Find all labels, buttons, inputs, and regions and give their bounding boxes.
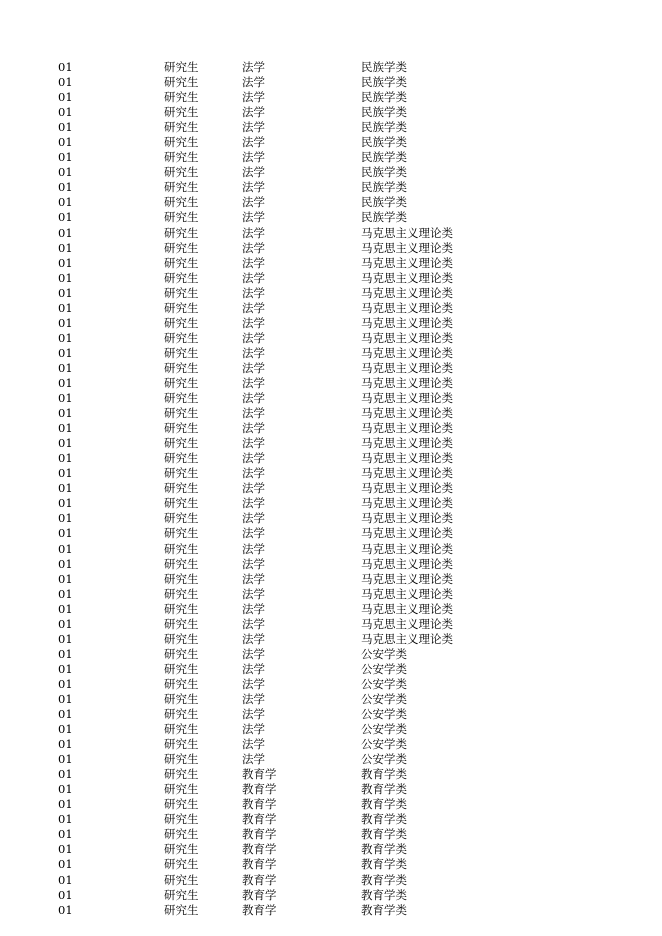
code-cell: 01 — [58, 466, 73, 481]
category-cell: 教育学类 — [361, 797, 407, 812]
discipline-cell: 法学 — [242, 691, 265, 706]
code-cell: 01 — [58, 571, 73, 586]
level-cell: 研究生 — [164, 526, 199, 541]
category-cell: 民族学类 — [361, 75, 407, 90]
discipline-cell: 法学 — [242, 541, 265, 556]
table-row — [0, 602, 662, 617]
table-row — [0, 301, 662, 316]
table-row — [0, 812, 662, 827]
category-cell: 马克思主义理论类 — [361, 556, 453, 571]
discipline-cell: 法学 — [242, 616, 265, 631]
table-row — [0, 707, 662, 722]
discipline-cell: 法学 — [242, 737, 265, 752]
code-cell: 01 — [58, 315, 73, 330]
code-cell: 01 — [58, 60, 73, 74]
table-row — [0, 331, 662, 346]
level-cell: 研究生 — [164, 75, 199, 90]
table-row — [0, 782, 662, 797]
level-cell: 研究生 — [164, 601, 199, 616]
level-cell: 研究生 — [164, 556, 199, 571]
code-cell: 01 — [58, 375, 73, 390]
level-cell: 研究生 — [164, 661, 199, 676]
discipline-cell: 法学 — [242, 752, 265, 767]
code-cell: 01 — [58, 285, 73, 300]
code-cell: 01 — [58, 661, 73, 676]
level-cell: 研究生 — [164, 60, 199, 74]
category-cell: 马克思主义理论类 — [361, 586, 453, 601]
level-cell: 研究生 — [164, 676, 199, 691]
category-cell: 民族学类 — [361, 210, 407, 225]
category-cell: 马克思主义理论类 — [361, 496, 453, 511]
category-cell: 公安学类 — [361, 646, 407, 661]
code-cell: 01 — [58, 842, 73, 857]
code-cell: 01 — [58, 300, 73, 315]
discipline-cell: 法学 — [242, 676, 265, 691]
code-cell: 01 — [58, 887, 73, 902]
table-row — [0, 722, 662, 737]
code-cell: 01 — [58, 526, 73, 541]
level-cell: 研究生 — [164, 90, 199, 105]
table-row — [0, 797, 662, 812]
table-row — [0, 842, 662, 857]
code-cell: 01 — [58, 691, 73, 706]
level-cell: 研究生 — [164, 375, 199, 390]
code-cell: 01 — [58, 195, 73, 210]
level-cell: 研究生 — [164, 571, 199, 586]
discipline-cell: 法学 — [242, 375, 265, 390]
code-cell: 01 — [58, 872, 73, 887]
code-cell: 01 — [58, 421, 73, 436]
table-row — [0, 857, 662, 872]
category-cell: 教育学类 — [361, 857, 407, 872]
code-cell: 01 — [58, 360, 73, 375]
category-cell: 民族学类 — [361, 120, 407, 135]
table-row — [0, 75, 662, 90]
level-cell: 研究生 — [164, 887, 199, 902]
table-row — [0, 406, 662, 421]
discipline-cell: 法学 — [242, 406, 265, 421]
table-row — [0, 496, 662, 511]
table-row — [0, 135, 662, 150]
table-row — [0, 271, 662, 286]
level-cell: 研究生 — [164, 391, 199, 406]
table-row — [0, 677, 662, 692]
category-cell: 马克思主义理论类 — [361, 285, 453, 300]
category-cell: 民族学类 — [361, 90, 407, 105]
category-cell: 马克思主义理论类 — [361, 631, 453, 646]
table-row — [0, 120, 662, 135]
discipline-cell: 法学 — [242, 556, 265, 571]
discipline-cell: 教育学 — [242, 872, 277, 887]
code-cell: 01 — [58, 511, 73, 526]
level-cell: 研究生 — [164, 842, 199, 857]
discipline-cell: 教育学 — [242, 887, 277, 902]
discipline-cell: 法学 — [242, 646, 265, 661]
code-cell: 01 — [58, 541, 73, 556]
table-row — [0, 873, 662, 888]
category-cell: 公安学类 — [361, 691, 407, 706]
category-cell: 马克思主义理论类 — [361, 345, 453, 360]
discipline-cell: 法学 — [242, 240, 265, 255]
level-cell: 研究生 — [164, 195, 199, 210]
category-cell: 马克思主义理论类 — [361, 406, 453, 421]
table-row — [0, 511, 662, 526]
level-cell: 研究生 — [164, 225, 199, 240]
discipline-cell: 法学 — [242, 105, 265, 120]
table-row — [0, 346, 662, 361]
discipline-cell: 法学 — [242, 225, 265, 240]
category-cell: 公安学类 — [361, 752, 407, 767]
table-row — [0, 286, 662, 301]
category-cell: 马克思主义理论类 — [361, 300, 453, 315]
code-cell: 01 — [58, 135, 73, 150]
code-cell: 01 — [58, 105, 73, 120]
discipline-cell: 法学 — [242, 195, 265, 210]
level-cell: 研究生 — [164, 105, 199, 120]
category-cell: 马克思主义理论类 — [361, 541, 453, 556]
category-cell: 马克思主义理论类 — [361, 571, 453, 586]
discipline-cell: 教育学 — [242, 797, 277, 812]
level-cell: 研究生 — [164, 406, 199, 421]
code-cell: 01 — [58, 240, 73, 255]
table-row — [0, 542, 662, 557]
discipline-cell: 法学 — [242, 255, 265, 270]
code-cell: 01 — [58, 120, 73, 135]
code-cell: 01 — [58, 165, 73, 180]
discipline-cell: 法学 — [242, 60, 265, 74]
code-cell: 01 — [58, 646, 73, 661]
code-cell: 01 — [58, 586, 73, 601]
level-cell: 研究生 — [164, 466, 199, 481]
discipline-cell: 法学 — [242, 421, 265, 436]
code-cell: 01 — [58, 345, 73, 360]
discipline-cell: 教育学 — [242, 902, 277, 917]
discipline-cell: 法学 — [242, 180, 265, 195]
discipline-cell: 法学 — [242, 707, 265, 722]
category-cell: 教育学类 — [361, 842, 407, 857]
discipline-cell: 教育学 — [242, 857, 277, 872]
category-cell: 马克思主义理论类 — [361, 315, 453, 330]
level-cell: 研究生 — [164, 165, 199, 180]
category-cell: 教育学类 — [361, 767, 407, 782]
category-cell: 教育学类 — [361, 887, 407, 902]
category-cell: 马克思主义理论类 — [361, 391, 453, 406]
table-row — [0, 256, 662, 271]
category-cell: 公安学类 — [361, 676, 407, 691]
table-row — [0, 165, 662, 180]
discipline-cell: 法学 — [242, 586, 265, 601]
table-row — [0, 737, 662, 752]
code-cell: 01 — [58, 391, 73, 406]
category-cell: 民族学类 — [361, 60, 407, 74]
table-row — [0, 195, 662, 210]
code-cell: 01 — [58, 255, 73, 270]
level-cell: 研究生 — [164, 767, 199, 782]
level-cell: 研究生 — [164, 421, 199, 436]
discipline-cell: 教育学 — [242, 842, 277, 857]
discipline-cell: 法学 — [242, 165, 265, 180]
code-cell: 01 — [58, 827, 73, 842]
category-cell: 马克思主义理论类 — [361, 436, 453, 451]
category-cell: 马克思主义理论类 — [361, 601, 453, 616]
level-cell: 研究生 — [164, 360, 199, 375]
table-row — [0, 481, 662, 496]
table-row — [0, 180, 662, 195]
table-row — [0, 226, 662, 241]
discipline-cell: 法学 — [242, 135, 265, 150]
level-cell: 研究生 — [164, 135, 199, 150]
table-row — [0, 572, 662, 587]
category-cell: 马克思主义理论类 — [361, 375, 453, 390]
table-row — [0, 451, 662, 466]
table-row — [0, 647, 662, 662]
discipline-cell: 教育学 — [242, 827, 277, 842]
table-row — [0, 587, 662, 602]
level-cell: 研究生 — [164, 797, 199, 812]
code-cell: 01 — [58, 556, 73, 571]
category-cell: 马克思主义理论类 — [361, 330, 453, 345]
discipline-cell: 法学 — [242, 722, 265, 737]
category-cell: 公安学类 — [361, 707, 407, 722]
code-cell: 01 — [58, 330, 73, 345]
data-table — [0, 60, 662, 918]
level-cell: 研究生 — [164, 752, 199, 767]
table-row — [0, 767, 662, 782]
discipline-cell: 教育学 — [242, 782, 277, 797]
category-cell: 马克思主义理论类 — [361, 481, 453, 496]
category-cell: 马克思主义理论类 — [361, 466, 453, 481]
level-cell: 研究生 — [164, 315, 199, 330]
discipline-cell: 法学 — [242, 300, 265, 315]
level-cell: 研究生 — [164, 586, 199, 601]
category-cell: 民族学类 — [361, 150, 407, 165]
discipline-cell: 法学 — [242, 601, 265, 616]
discipline-cell: 教育学 — [242, 812, 277, 827]
category-cell: 公安学类 — [361, 737, 407, 752]
level-cell: 研究生 — [164, 150, 199, 165]
discipline-cell: 法学 — [242, 315, 265, 330]
category-cell: 马克思主义理论类 — [361, 270, 453, 285]
category-cell: 教育学类 — [361, 872, 407, 887]
table-row — [0, 361, 662, 376]
code-cell: 01 — [58, 601, 73, 616]
category-cell: 马克思主义理论类 — [361, 616, 453, 631]
table-row — [0, 692, 662, 707]
table-row — [0, 632, 662, 647]
table-row — [0, 90, 662, 105]
level-cell: 研究生 — [164, 255, 199, 270]
table-row — [0, 526, 662, 541]
level-cell: 研究生 — [164, 300, 199, 315]
level-cell: 研究生 — [164, 270, 199, 285]
table-row — [0, 752, 662, 767]
discipline-cell: 法学 — [242, 511, 265, 526]
table-row — [0, 391, 662, 406]
level-cell: 研究生 — [164, 646, 199, 661]
code-cell: 01 — [58, 722, 73, 737]
category-cell: 民族学类 — [361, 105, 407, 120]
category-cell: 公安学类 — [361, 722, 407, 737]
level-cell: 研究生 — [164, 481, 199, 496]
discipline-cell: 法学 — [242, 526, 265, 541]
discipline-cell: 法学 — [242, 345, 265, 360]
code-cell: 01 — [58, 782, 73, 797]
level-cell: 研究生 — [164, 707, 199, 722]
code-cell: 01 — [58, 752, 73, 767]
category-cell: 马克思主义理论类 — [361, 421, 453, 436]
category-cell: 马克思主义理论类 — [361, 255, 453, 270]
code-cell: 01 — [58, 902, 73, 917]
discipline-cell: 法学 — [242, 481, 265, 496]
category-cell: 教育学类 — [361, 782, 407, 797]
discipline-cell: 法学 — [242, 270, 265, 285]
code-cell: 01 — [58, 75, 73, 90]
category-cell: 公安学类 — [361, 661, 407, 676]
discipline-cell: 法学 — [242, 330, 265, 345]
code-cell: 01 — [58, 857, 73, 872]
level-cell: 研究生 — [164, 210, 199, 225]
discipline-cell: 法学 — [242, 90, 265, 105]
code-cell: 01 — [58, 406, 73, 421]
discipline-cell: 法学 — [242, 571, 265, 586]
level-cell: 研究生 — [164, 812, 199, 827]
category-cell: 民族学类 — [361, 135, 407, 150]
table-row — [0, 105, 662, 120]
code-cell: 01 — [58, 797, 73, 812]
category-cell: 马克思主义理论类 — [361, 360, 453, 375]
code-cell: 01 — [58, 631, 73, 646]
code-cell: 01 — [58, 436, 73, 451]
discipline-cell: 法学 — [242, 120, 265, 135]
level-cell: 研究生 — [164, 285, 199, 300]
level-cell: 研究生 — [164, 691, 199, 706]
discipline-cell: 法学 — [242, 466, 265, 481]
discipline-cell: 法学 — [242, 360, 265, 375]
discipline-cell: 法学 — [242, 285, 265, 300]
discipline-cell: 法学 — [242, 451, 265, 466]
level-cell: 研究生 — [164, 436, 199, 451]
level-cell: 研究生 — [164, 240, 199, 255]
table-row — [0, 150, 662, 165]
level-cell: 研究生 — [164, 737, 199, 752]
level-cell: 研究生 — [164, 782, 199, 797]
table-row — [0, 376, 662, 391]
level-cell: 研究生 — [164, 827, 199, 842]
category-cell: 民族学类 — [361, 165, 407, 180]
level-cell: 研究生 — [164, 120, 199, 135]
category-cell: 民族学类 — [361, 195, 407, 210]
table-row — [0, 421, 662, 436]
level-cell: 研究生 — [164, 496, 199, 511]
category-cell: 教育学类 — [361, 812, 407, 827]
category-cell: 马克思主义理论类 — [361, 511, 453, 526]
table-row — [0, 617, 662, 632]
code-cell: 01 — [58, 707, 73, 722]
code-cell: 01 — [58, 180, 73, 195]
category-cell: 马克思主义理论类 — [361, 240, 453, 255]
code-cell: 01 — [58, 737, 73, 752]
table-row — [0, 436, 662, 451]
table-row — [0, 557, 662, 572]
level-cell: 研究生 — [164, 330, 199, 345]
discipline-cell: 法学 — [242, 210, 265, 225]
level-cell: 研究生 — [164, 872, 199, 887]
discipline-cell: 教育学 — [242, 767, 277, 782]
table-row — [0, 903, 662, 918]
level-cell: 研究生 — [164, 631, 199, 646]
table-row — [0, 888, 662, 903]
code-cell: 01 — [58, 481, 73, 496]
discipline-cell: 法学 — [242, 496, 265, 511]
code-cell: 01 — [58, 210, 73, 225]
code-cell: 01 — [58, 270, 73, 285]
discipline-cell: 法学 — [242, 391, 265, 406]
discipline-cell: 法学 — [242, 436, 265, 451]
discipline-cell: 法学 — [242, 150, 265, 165]
code-cell: 01 — [58, 225, 73, 240]
level-cell: 研究生 — [164, 722, 199, 737]
category-cell: 马克思主义理论类 — [361, 451, 453, 466]
code-cell: 01 — [58, 767, 73, 782]
table-row — [0, 827, 662, 842]
code-cell: 01 — [58, 496, 73, 511]
category-cell: 马克思主义理论类 — [361, 225, 453, 240]
code-cell: 01 — [58, 451, 73, 466]
level-cell: 研究生 — [164, 616, 199, 631]
category-cell: 教育学类 — [361, 827, 407, 842]
code-cell: 01 — [58, 90, 73, 105]
table-row — [0, 316, 662, 331]
code-cell: 01 — [58, 150, 73, 165]
table-row — [0, 662, 662, 677]
category-cell: 民族学类 — [361, 180, 407, 195]
table-row — [0, 210, 662, 225]
level-cell: 研究生 — [164, 511, 199, 526]
code-cell: 01 — [58, 676, 73, 691]
level-cell: 研究生 — [164, 345, 199, 360]
discipline-cell: 法学 — [242, 631, 265, 646]
category-cell: 教育学类 — [361, 902, 407, 917]
table-row — [0, 241, 662, 256]
discipline-cell: 法学 — [242, 661, 265, 676]
level-cell: 研究生 — [164, 541, 199, 556]
table-row — [0, 60, 662, 75]
level-cell: 研究生 — [164, 180, 199, 195]
discipline-cell: 法学 — [242, 75, 265, 90]
level-cell: 研究生 — [164, 902, 199, 917]
category-cell: 马克思主义理论类 — [361, 526, 453, 541]
table-row — [0, 466, 662, 481]
code-cell: 01 — [58, 616, 73, 631]
level-cell: 研究生 — [164, 857, 199, 872]
level-cell: 研究生 — [164, 451, 199, 466]
code-cell: 01 — [58, 812, 73, 827]
